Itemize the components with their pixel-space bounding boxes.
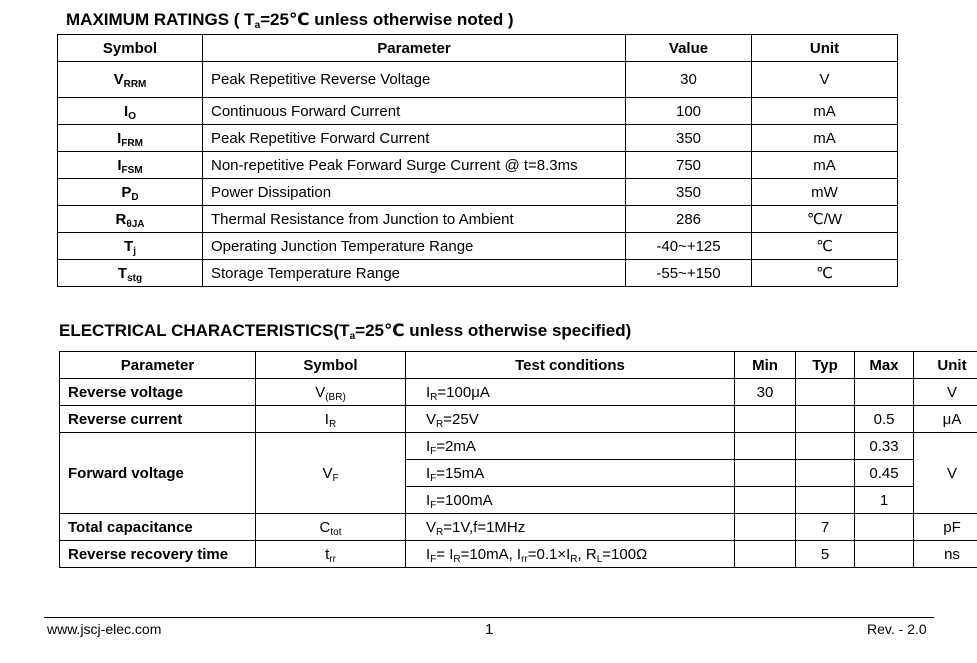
unit-cell: μA	[914, 406, 977, 433]
unit-cell: ℃	[752, 233, 898, 260]
max-ratings-title: MAXIMUM RATINGS ( $T_a=25℃$ unless otherwise noted )	[66, 10, 514, 31]
unit-cell: ℃/W	[752, 206, 898, 233]
unit-cell: V	[752, 62, 898, 98]
unit-cell: mA	[752, 98, 898, 125]
value-cell: 350	[626, 125, 752, 152]
value-cell: 350	[626, 179, 752, 206]
unit-cell: pF	[914, 514, 977, 541]
electrical-characteristics-table	[59, 351, 977, 568]
value-cell: 286	[626, 206, 752, 233]
typ-cell: 7	[796, 514, 855, 541]
table-row	[60, 379, 977, 406]
symbol-cell: $C_{tot}$	[256, 514, 406, 541]
min-cell	[735, 487, 796, 514]
parameter-cell: Reverse recovery time	[60, 541, 256, 568]
table-row	[60, 433, 977, 460]
parameter-cell: Power Dissipation	[203, 179, 626, 206]
typ-cell	[796, 433, 855, 460]
table-header-row	[58, 35, 898, 62]
footer-divider	[44, 617, 934, 618]
table-row	[58, 206, 898, 233]
parameter-cell: Continuous Forward Current	[203, 98, 626, 125]
typ-cell	[796, 379, 855, 406]
symbol-cell: $I_R$	[256, 406, 406, 433]
value-cell: 100	[626, 98, 752, 125]
min-cell	[735, 406, 796, 433]
min-cell	[735, 541, 796, 568]
typ-cell: 5	[796, 541, 855, 568]
min-cell	[735, 460, 796, 487]
min-cell: 30	[735, 379, 796, 406]
symbol-cell: $V_F$	[256, 433, 406, 514]
max-cell	[855, 379, 914, 406]
table-row	[58, 98, 898, 125]
max-cell	[855, 514, 914, 541]
parameter-cell: Reverse voltage	[60, 379, 256, 406]
header-unit: Unit	[914, 352, 977, 379]
table-row	[58, 179, 898, 206]
parameter-cell: Peak Repetitive Reverse Voltage	[203, 62, 626, 98]
min-cell	[735, 433, 796, 460]
symbol-cell: $T_j$	[58, 233, 203, 260]
parameter-cell: Peak Repetitive Forward Current	[203, 125, 626, 152]
header-min: Min	[735, 352, 796, 379]
value-cell: -40~+125	[626, 233, 752, 260]
max-cell: 0.33	[855, 433, 914, 460]
header-unit: Unit	[752, 35, 898, 62]
table-row	[58, 233, 898, 260]
symbol-cell: $P_D$	[58, 179, 203, 206]
unit-cell: mW	[752, 179, 898, 206]
table-row	[58, 260, 898, 287]
parameter-cell: Reverse current	[60, 406, 256, 433]
max-cell: 0.5	[855, 406, 914, 433]
condition-cell: $I_F= I_R=10mA$, $I_{rr}=0.1\times I_R$, $R_L=100\Omega$	[406, 541, 735, 568]
parameter-cell: Total capacitance	[60, 514, 256, 541]
condition-cell: $I_F=15mA$	[406, 460, 735, 487]
header-max: Max	[855, 352, 914, 379]
symbol-cell: $V_{RRM}$	[58, 62, 203, 98]
symbol-cell: $I_{FRM}$	[58, 125, 203, 152]
unit-cell: mA	[752, 152, 898, 179]
parameter-cell: Thermal Resistance from Junction to Ambient	[203, 206, 626, 233]
symbol-cell: $T_{stg}$	[58, 260, 203, 287]
symbol-cell: $t_{rr}$	[256, 541, 406, 568]
max-cell: 0.45	[855, 460, 914, 487]
unit-cell: ns	[914, 541, 977, 568]
symbol-cell: $R_{\theta JA}$	[58, 206, 203, 233]
max-cell: 1	[855, 487, 914, 514]
electrical-characteristics-title: ELECTRICAL $CHARACTERISTICS(T_a=25℃$ unless otherwise specified)	[59, 321, 632, 342]
table-row	[60, 541, 977, 568]
table-row	[58, 62, 898, 98]
condition-cell: $I_F=2mA$	[406, 433, 735, 460]
header-typ: Typ	[796, 352, 855, 379]
table-row	[60, 514, 977, 541]
table-row	[58, 125, 898, 152]
condition-cell: $V_R=25V$	[406, 406, 735, 433]
value-cell: 750	[626, 152, 752, 179]
parameter-cell: Storage Temperature Range	[203, 260, 626, 287]
unit-cell: mA	[752, 125, 898, 152]
header-test-conditions: Test conditions	[406, 352, 735, 379]
unit-cell: ℃	[752, 260, 898, 287]
min-cell	[735, 514, 796, 541]
parameter-cell: Forward voltage	[60, 433, 256, 514]
max-ratings-table	[57, 34, 898, 287]
symbol-cell: $V_{(BR)}$	[256, 379, 406, 406]
symbol-cell: $I_O$	[58, 98, 203, 125]
unit-cell: V	[914, 379, 977, 406]
unit-cell: V	[914, 433, 977, 514]
table-row	[58, 152, 898, 179]
max-cell	[855, 541, 914, 568]
value-cell: 30	[626, 62, 752, 98]
header-symbol: Symbol	[58, 35, 203, 62]
condition-cell: $I_R=100\mu A$	[406, 379, 735, 406]
symbol-cell: $I_{FSM}$	[58, 152, 203, 179]
footer-website: www.jscj-elec.com	[47, 621, 162, 637]
condition-cell: $V_R=1V,f=1MHz$	[406, 514, 735, 541]
table-header-row	[60, 352, 977, 379]
parameter-cell: Non-repetitive Peak Forward Surge Current @ t=8.3ms	[203, 152, 626, 179]
typ-cell	[796, 487, 855, 514]
header-value: Value	[626, 35, 752, 62]
footer-page-number: 1	[485, 621, 494, 638]
header-parameter: Parameter	[60, 352, 256, 379]
value-cell: -55~+150	[626, 260, 752, 287]
table-row	[60, 406, 977, 433]
footer-revision: Rev. - 2.0	[867, 621, 927, 637]
typ-cell	[796, 406, 855, 433]
header-symbol: Symbol	[256, 352, 406, 379]
condition-cell: $I_F=100mA$	[406, 487, 735, 514]
typ-cell	[796, 460, 855, 487]
header-parameter: Parameter	[203, 35, 626, 62]
parameter-cell: Operating Junction Temperature Range	[203, 233, 626, 260]
